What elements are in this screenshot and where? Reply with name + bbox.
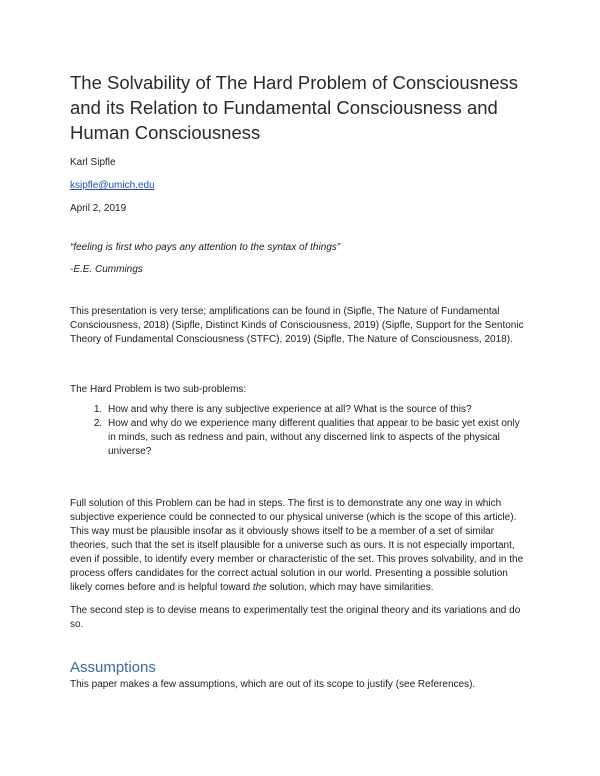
second-step-paragraph: The second step is to devise means to experimentally test the original theory and its variations and do so. [70, 605, 521, 630]
author-email-link[interactable]: ksipfle@umich.edu [70, 180, 155, 191]
epigraph-quote: “feeling is first who pays any attention to the syntax of things” [70, 242, 341, 253]
solution-text-before: Full solution of this Problem can be had in steps. The first is to demonstrate any one way in which subjective experience could be connected to our physical universe (which is the scope of this article). This way must be plausible insofar as it obviously shows itself to be a member of a set of similar theories, such that the set is itself plausible for a universe such as ours. It is not especially important, even if possible, to identify every member or characteristic of the set. This proves solvability, and in the process offers candidates for the correct actual solution in our world. Presenting a possible solution likely comes before and is helpful toward [70, 498, 524, 593]
assumptions-paragraph: This paper makes a few assumptions, which are out of its scope to justify (see References). [70, 679, 476, 690]
intro-paragraph: This presentation is very terse; amplifications can be found in (Sipfle, The Nature of Fundamental Consciousness, 2018) (Sipfle, Distinct Kinds of Consciousness, 2019) (Sipfle, Support for the Sentonic Theory of Fundamental Consciousness (STFC), 2019) (Sipfle, The Nature of Consciousness, 2018). [70, 306, 524, 345]
document-date: April 2, 2019 [70, 203, 127, 214]
hard-problem-intro: The Hard Problem is two sub-problems: [70, 384, 247, 395]
solution-paragraph [70, 497, 530, 595]
section-heading-assumptions: Assumptions [70, 659, 156, 676]
solution-text-after: solution, which may have similarities. [266, 582, 434, 593]
author-name: Karl Sipfle [70, 157, 116, 168]
document-title: The Solvability of The Hard Problem of Consciousness and its Relation to Fundamental Consciousness and Human Consciousness [70, 72, 518, 143]
list-item: 1. How and why there is any subjective experience at all? What is the source of this? [105, 403, 530, 417]
epigraph-attribution: -E.E. Cummings [70, 264, 143, 275]
solution-text-emphasis: the [252, 582, 267, 593]
list-item: 2. How and why do we experience many different qualities that appear to be basic yet exist only in minds, such as redness and pain, without any discerned link to aspects of the physical universe? [105, 417, 530, 459]
sub-problem-list [70, 403, 530, 459]
